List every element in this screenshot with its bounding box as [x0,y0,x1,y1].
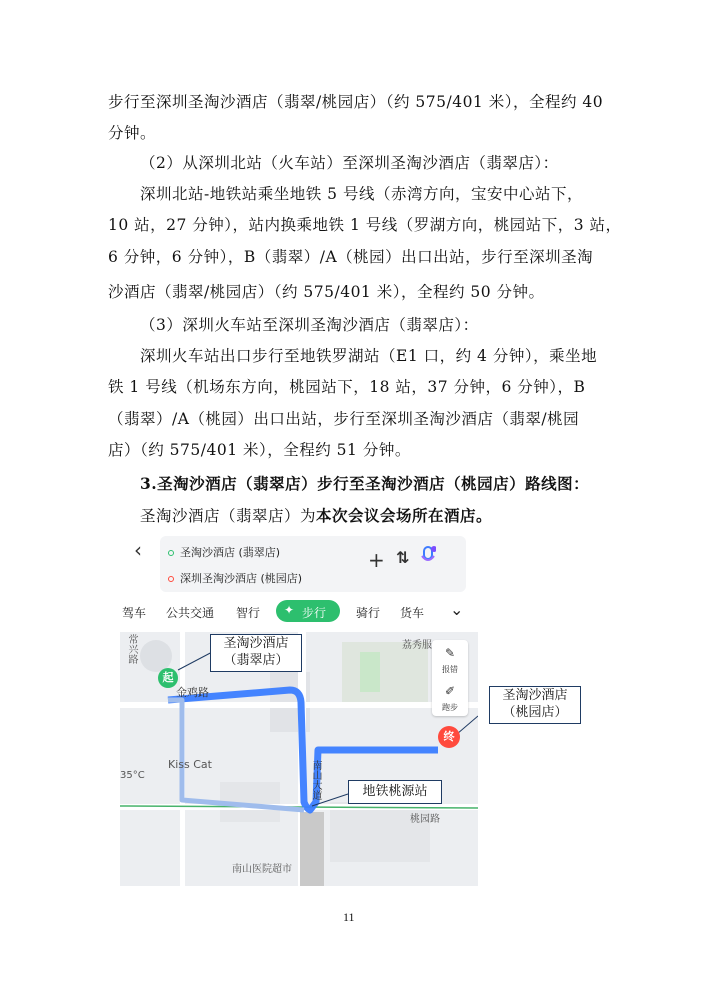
tab-transit[interactable]: 公共交通 [166,606,215,620]
para-line-4: 深圳北站-地铁站乘坐地铁 5 号线（赤湾方向，宝安中心站下， [140,185,583,203]
transport-tabs [120,598,478,628]
origin-text: 圣淘沙酒店 (翡翠店) [180,546,281,559]
destination-text: 深圳圣淘沙酒店 (桃园店) [180,572,303,585]
para-line-8: （3）深圳火车站至深圳圣淘沙酒店（翡翠店）： [140,316,479,334]
para-line-6: 6 分钟，6 分钟），B（翡翠）/A（桃园）出口出站，步行至深圳圣淘 [108,248,594,266]
origin-field[interactable] [168,544,280,560]
venue-note-bold: 本次会议会场所在酒店。 [316,506,493,525]
map-controls [432,640,468,716]
venue-note [140,506,492,526]
destination-dot-icon [168,576,174,582]
voice-icon[interactable] [420,546,436,568]
route-header [120,530,478,598]
tab-cycle[interactable]: 骑行 [356,606,381,620]
road-label-4: 桃园路 [410,814,440,825]
para-line-7: 沙酒店（翡翠/桃园店）（约 575/401 米），全程约 50 分钟。 [108,283,545,301]
map-view[interactable] [120,632,478,886]
para-line-1: 步行至深圳圣淘沙酒店（翡翠/桃园店）（约 575/401 米），全程约 40 [108,93,604,111]
para-line-2: 分钟。 [108,124,157,142]
end-marker[interactable]: 终 [438,726,460,748]
tab-walk-label: 步行 [302,606,327,620]
walk-icon: ✦ [284,603,295,617]
tab-truck[interactable]: 货车 [400,606,425,620]
add-waypoint-icon[interactable]: + [368,548,385,572]
callout-start-text: 圣淘沙酒店 （翡翠店） [223,636,289,668]
destination-field[interactable] [168,570,302,586]
road-label-1: 常兴路 [126,634,137,664]
para-line-3: （2）从深圳北站（火车站）至深圳圣淘沙酒店（翡翠店）： [140,154,559,172]
page-number: 11 [343,910,355,924]
tab-smart[interactable]: 智行 [236,606,261,620]
para-line-9: 深圳火车站出口步行至地铁罗湖站（E1 口，约 4 分钟），乘坐地 [140,347,598,365]
venue-note-prefix: 圣淘沙酒店（翡翠店）为 [140,507,317,525]
back-icon[interactable]: ‹ [134,538,142,562]
para-line-5: 10 站，27 分钟），站内换乘地铁 1 号线（罗湖方向，桃园站下，3 站， [108,216,622,234]
more-icon[interactable]: ⌄ [450,600,464,619]
origin-dot-icon [168,550,174,556]
route-map-screenshot [120,530,478,886]
callout-end-hotel-outer [489,686,581,724]
road-label-2: 金鸡路 [176,686,209,699]
callout-end-outer-text: 圣淘沙酒店 （桃园店） [502,688,568,720]
run-icon[interactable]: ✐ [444,684,456,698]
para-line-10: 铁 1 号线（机场东方向，桃园站下，18 站，37 分钟，6 分钟），B [108,378,586,396]
callout-metro-station: 地铁桃源站 [348,780,442,804]
tab-drive[interactable]: 驾车 [122,606,147,620]
report-icon[interactable]: ✎ [444,646,456,660]
section-heading: 3.圣淘沙酒店（翡翠店）步行至圣淘沙酒店（桃园店）路线图： [140,474,590,493]
poi-kiss-cat: Kiss Cat [168,758,212,771]
tab-walk[interactable] [276,600,340,622]
para-line-12: 店）（约 575/401 米），全程约 51 分钟。 [108,441,411,459]
para-line-11: （翡翠）/A（桃园）出口出站，步行至深圳圣淘沙酒店（翡翠/桃园 [108,410,580,428]
poi-lixiu: 荔秀服 [402,640,432,651]
poi-supermarket: 南山医院超市 [232,864,292,875]
callout-start-hotel [210,634,302,672]
run-label[interactable]: 跑步 [442,703,458,712]
swap-icon[interactable]: ⇅ [396,548,410,567]
start-marker[interactable]: 起 [158,668,178,688]
road-label-3: 南山大道 [310,760,321,800]
temperature-label: 35°C [120,770,145,781]
report-label[interactable]: 报错 [442,665,458,674]
